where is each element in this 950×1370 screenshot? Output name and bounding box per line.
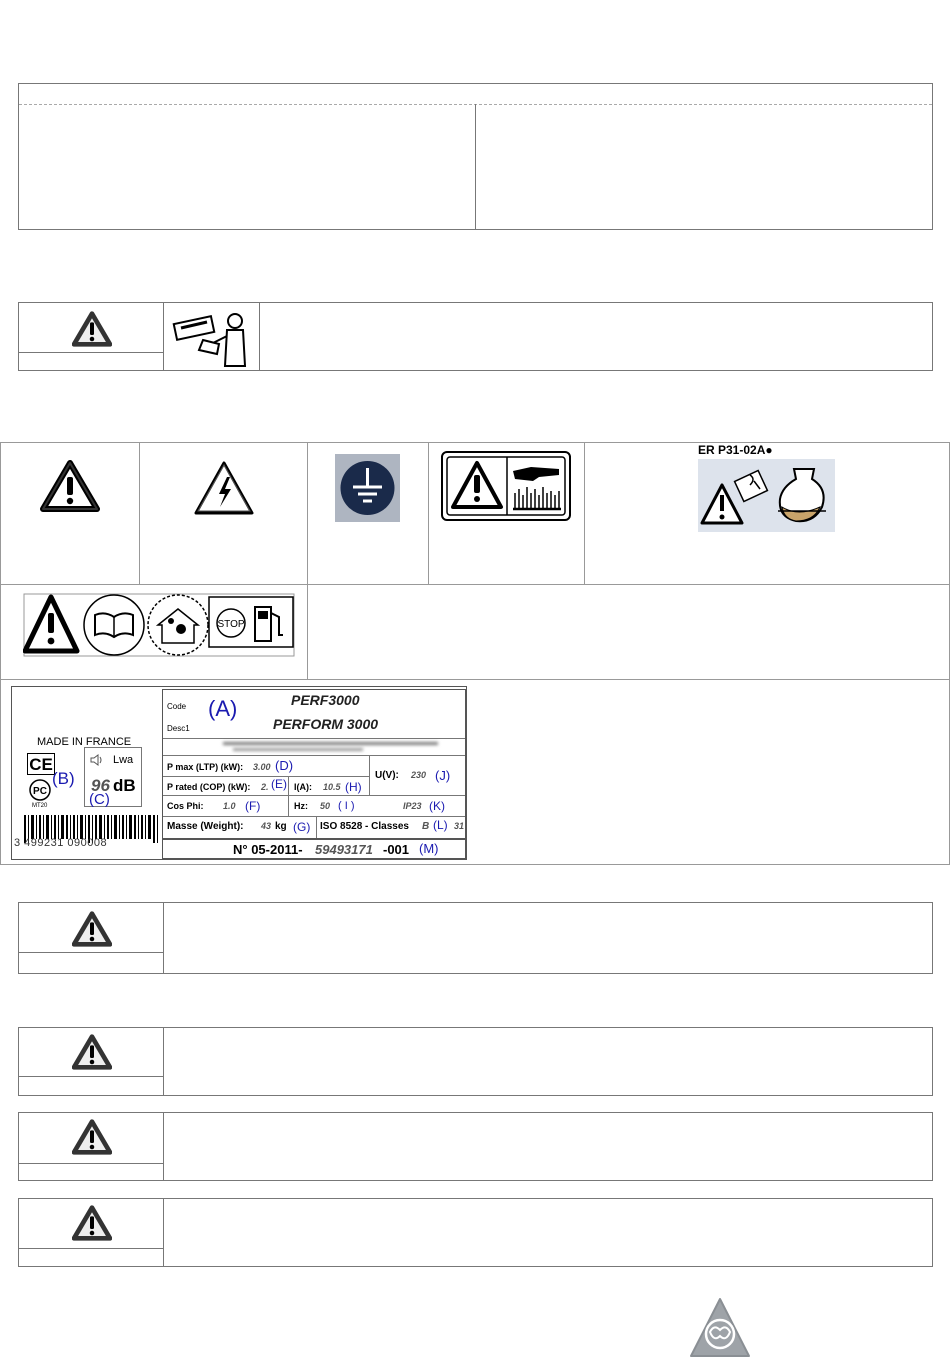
desc-value: PERFORM 3000 [273,716,379,732]
hz-value: 50 [320,801,331,811]
warning-triangle-icon [72,1034,112,1070]
cell-hot-surface [429,443,585,585]
warning-label-divider [19,1163,164,1164]
cosphi-row-border [163,816,465,817]
grid-row-2 [1,585,949,680]
warning-box-1 [18,302,933,371]
hz-label: Hz: [294,801,308,811]
iso-label: ISO 8528 - Classes [320,821,409,832]
marker-d: (D) [275,758,294,773]
marker-h: (H) [345,780,362,794]
er-code-label: ER P31-02A● [698,443,773,457]
marker-e: (E) [271,777,287,791]
warning-label-cell [19,1028,164,1095]
warning-label-divider [19,1076,164,1077]
warning-label-cell [19,1113,164,1180]
plate-fields [162,689,466,839]
combined-warnings-icon [23,591,295,657]
marker-l: (L) [433,818,448,832]
made-in-label: MADE IN FRANCE [37,736,132,748]
marker-i: ( I ) [338,800,355,812]
warning-label-cell [19,303,164,370]
cell-electric-hazard [140,443,308,585]
desc-label: Desc1 [167,724,190,733]
pct-mark-icon [27,779,53,801]
serial-suffix: -001 [383,842,410,857]
svg-text:PC: PC [33,786,47,797]
ce-text: CE [29,755,53,774]
marker-g: (G) [293,820,311,834]
warning-label-cell [19,903,164,973]
speaker-icon [89,753,105,767]
read-manual-person-icon [169,308,255,368]
blur-text-2 [233,748,363,751]
grid-row-3 [1,680,949,864]
serial-row [162,839,466,859]
voltage-value: 230 [411,770,427,780]
cell-combined-warnings [1,585,308,680]
lwa-unit: dB [113,776,136,795]
marker-c: (C) [89,791,110,808]
info-table-column-divider [475,104,476,229]
marker-m: (M) [419,841,439,856]
pmax-value: 3.00 [253,762,271,772]
hot-surface-icon [441,451,571,521]
electric-hazard-icon [192,459,256,517]
warning-box-5 [18,1198,933,1267]
warning-box-2 [18,902,933,974]
serial-prefix: N° 05-2011- [233,842,303,857]
current-divider [288,776,289,816]
cell-oil-level [585,443,949,585]
lwa-value: 96 [91,776,110,795]
earth-ground-icon [335,454,400,522]
general-warning-icon [40,460,100,512]
blurred-address-line [163,738,465,756]
mass-label: Masse (Weight): [167,821,244,832]
marker-k: (K) [429,799,445,813]
mass-unit: kg [275,821,287,832]
cell-earth-ground [308,443,429,585]
marker-a: (A) [208,696,238,721]
warning-label-cell [19,1199,164,1266]
prated-label: P rated (COP) (kW): [167,782,251,792]
marker-b: (B) [52,769,75,788]
marker-j: (J) [435,768,451,783]
info-table [18,83,933,230]
pictogram-grid [0,442,950,865]
pmax-label: P max (LTP) (kW): [167,762,244,772]
resistance-warning-icon [688,1296,752,1360]
ce-mark [27,753,55,775]
cell-general-warning [1,443,140,585]
blur-text-1 [223,742,438,745]
warning-triangle-icon [72,911,112,947]
cosphi-label: Cos Phi: [167,801,204,811]
warning-box-4 [18,1112,933,1181]
lwa-label: Lwa [113,754,134,766]
marker-f: (F) [245,799,261,813]
iso-value: B [422,821,430,832]
warning-triangle-icon [72,1119,112,1155]
mt-label: MT20 [32,803,48,809]
cosphi-value: 1.0 [223,801,236,811]
grid-row-1 [1,443,949,585]
warning-box-3 [18,1027,933,1096]
serial-mid: 59493171 [315,842,373,857]
read-manual-cell [164,303,260,370]
voltage-label: U(V): [375,770,399,781]
warning-label-divider [19,1248,164,1249]
code-value: PERF3000 [291,692,360,708]
current-label: I(A): [294,782,312,792]
rating-plate [11,686,467,860]
warning-label-divider [19,952,164,953]
iso-tail: 31 [454,821,465,831]
prated-value: 2. [261,782,269,792]
oil-level-icon [698,459,835,532]
mass-value: 43 [261,821,272,831]
ip-value: IP23 [403,801,422,811]
barcode-number: 3 499231 090008 [14,837,108,849]
warning-label-divider [19,352,164,353]
code-label: Code [167,702,187,711]
warning-triangle-icon [72,311,112,347]
svg-text:STOP: STOP [217,619,245,630]
iso-divider [316,816,317,838]
warning-triangle-icon [72,1205,112,1241]
current-value: 10.5 [323,782,341,792]
